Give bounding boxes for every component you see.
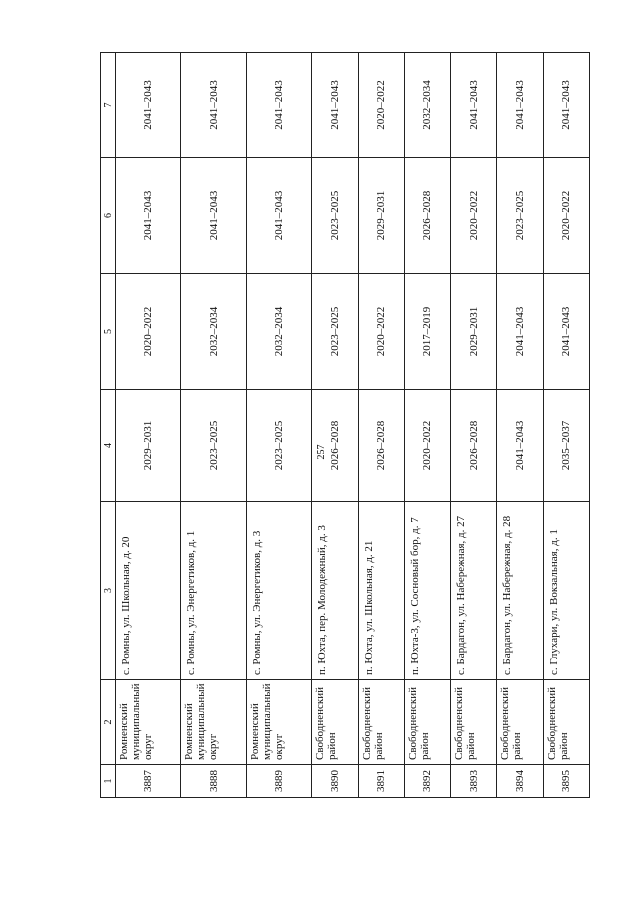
rotated-table-content [100, 80, 590, 798]
period-col-5: 2041–2043 [497, 274, 543, 390]
period-col-7: 2041–2043 [497, 53, 543, 158]
table-row [451, 53, 497, 798]
row-number: 3889 [246, 765, 311, 798]
period-col-4: 2020–2022 [404, 390, 450, 502]
address-cell: п. Юхта-3, ул. Сосновый бор, д. 7 [404, 502, 450, 680]
address-cell: с. Ромны, ул. Энергетиков, д. 1 [181, 502, 246, 680]
period-col-7: 2041–2043 [312, 53, 358, 158]
table-row [181, 53, 246, 798]
page-number: 257 [315, 444, 327, 460]
table-row [246, 53, 311, 798]
address-cell: с. Бардагон, ул. Набережная, д. 28 [497, 502, 543, 680]
table-header [101, 53, 116, 798]
header-row [101, 53, 116, 798]
row-number: 3887 [116, 765, 181, 798]
district-cell: Свободненский район [497, 680, 543, 765]
header-col-5: 5 [101, 274, 116, 390]
address-cell: с. Ромны, ул. Энергетиков, д. 3 [246, 502, 311, 680]
period-col-5: 2032–2034 [246, 274, 311, 390]
period-col-6: 2020–2022 [543, 158, 589, 274]
period-col-6: 2041–2043 [116, 158, 181, 274]
period-col-4: 2041–2043 [497, 390, 543, 502]
period-col-7: 2041–2043 [246, 53, 311, 158]
district-cell: Ромненский муниципальный округ [246, 680, 311, 765]
row-number: 3892 [404, 765, 450, 798]
district-cell: Ромненский муниципальный округ [181, 680, 246, 765]
period-col-4: 2026–2028 [358, 390, 404, 502]
row-number: 3891 [358, 765, 404, 798]
period-col-5: 2017–2019 [404, 274, 450, 390]
address-cell: п. Юхта, пер. Молодежный, д. 3 [312, 502, 358, 680]
district-cell: Свободненский район [404, 680, 450, 765]
period-col-4: 2035–2037 [543, 390, 589, 502]
address-cell: с. Ромны, ул. Школьная, д. 20 [116, 502, 181, 680]
period-col-4: 2029–2031 [116, 390, 181, 502]
header-col-2: 2 [101, 680, 116, 765]
period-col-6: 2029–2031 [358, 158, 404, 274]
table-row [404, 53, 450, 798]
period-col-6: 2041–2043 [181, 158, 246, 274]
row-number: 3890 [312, 765, 358, 798]
period-col-7: 2041–2043 [181, 53, 246, 158]
table-row [312, 53, 358, 798]
period-col-6: 2023–2025 [312, 158, 358, 274]
row-number: 3888 [181, 765, 246, 798]
period-col-6: 2026–2028 [404, 158, 450, 274]
period-col-5: 2032–2034 [181, 274, 246, 390]
period-col-4: 2026–2028 [312, 390, 358, 502]
period-col-7: 2041–2043 [116, 53, 181, 158]
table-row [543, 53, 589, 798]
district-cell: Ромненский муниципальный округ [116, 680, 181, 765]
period-col-6: 2023–2025 [497, 158, 543, 274]
period-col-7: 2041–2043 [451, 53, 497, 158]
period-col-7: 2032–2034 [404, 53, 450, 158]
table-row [497, 53, 543, 798]
period-col-4: 2023–2025 [181, 390, 246, 502]
table-row [358, 53, 404, 798]
period-col-7: 2020–2022 [358, 53, 404, 158]
period-col-4: 2026–2028 [451, 390, 497, 502]
district-cell: Свободненский район [312, 680, 358, 765]
row-number: 3894 [497, 765, 543, 798]
address-cell: с. Глухари, ул. Вокзальная, д. 1 [543, 502, 589, 680]
period-col-5: 2023–2025 [312, 274, 358, 390]
header-col-7: 7 [101, 53, 116, 158]
period-col-6: 2041–2043 [246, 158, 311, 274]
district-cell: Свободненский район [358, 680, 404, 765]
header-col-3: 3 [101, 502, 116, 680]
period-col-5: 2020–2022 [358, 274, 404, 390]
row-number: 3895 [543, 765, 589, 798]
table-body [116, 53, 590, 798]
address-cell: с. Бардагон, ул. Набережная, д. 27 [451, 502, 497, 680]
period-col-5: 2029–2031 [451, 274, 497, 390]
district-cell: Свободненский район [543, 680, 589, 765]
header-col-6: 6 [101, 158, 116, 274]
data-table [100, 52, 590, 798]
header-col-1: 1 [101, 765, 116, 798]
period-col-4: 2023–2025 [246, 390, 311, 502]
period-col-5: 2041–2043 [543, 274, 589, 390]
address-cell: п. Юхта, ул. Школьная, д. 21 [358, 502, 404, 680]
rotated-table-frame [100, 80, 590, 798]
header-col-4: 4 [101, 390, 116, 502]
period-col-5: 2020–2022 [116, 274, 181, 390]
table-row [116, 53, 181, 798]
district-cell: Свободненский район [451, 680, 497, 765]
row-number: 3893 [451, 765, 497, 798]
period-col-7: 2041–2043 [543, 53, 589, 158]
period-col-6: 2020–2022 [451, 158, 497, 274]
